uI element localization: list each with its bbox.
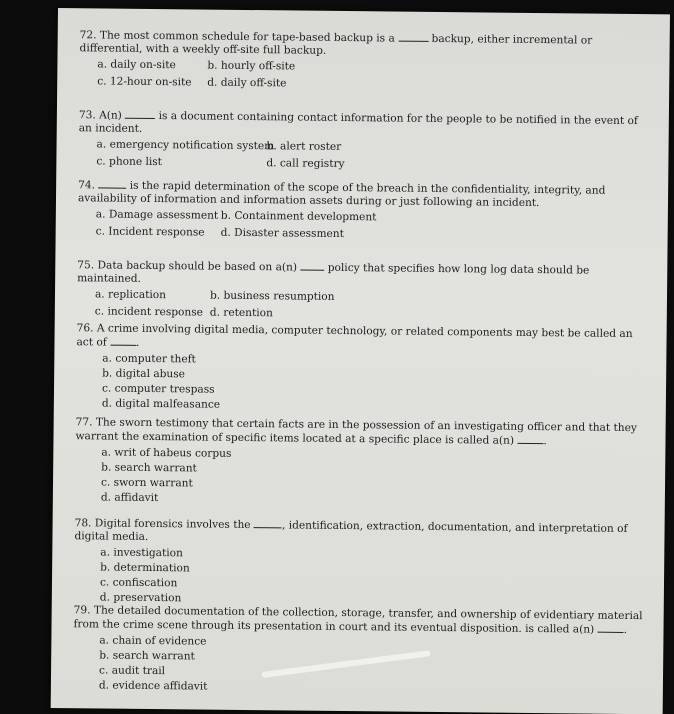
answer-blank [398, 32, 428, 42]
question-78 [74, 516, 645, 611]
question-text [73, 604, 643, 637]
option-c: c. incident response [94, 305, 204, 319]
question-text [76, 322, 646, 355]
option-b: b. search warrant [101, 461, 197, 475]
question-number: 77. [75, 416, 93, 429]
option-d: d. preservation [99, 591, 182, 605]
option-c: c. phone list [96, 155, 163, 169]
options-list [100, 545, 645, 611]
question-number: 78. [74, 517, 92, 530]
options-list [99, 633, 644, 699]
answer-blank [125, 109, 155, 119]
question-text-before: Data backup should be based on a(n) [97, 259, 298, 274]
question-number: 73. [78, 109, 96, 122]
question-text-after: backup, either incremental or differential, with a weekly off-site full backup. [79, 32, 593, 57]
options-grid [95, 287, 647, 325]
question-text [77, 258, 647, 291]
question-73 [78, 108, 649, 175]
option-a: a. Damage assessment [95, 208, 219, 222]
option-c: c. Incident response [95, 225, 205, 239]
option-b: b. hourly off-site [207, 59, 296, 73]
worksheet-page [51, 8, 670, 714]
question-text-before: A crime involving digital media, computer technology, or related components may best be called an act of [76, 322, 633, 349]
question-79 [73, 604, 644, 699]
question-number: 79. [73, 604, 91, 617]
option-d: d. daily off-site [207, 76, 287, 90]
options-list [102, 351, 647, 417]
option-a: a. daily on-site [97, 58, 176, 72]
answer-blank [598, 623, 624, 633]
question-text [80, 28, 650, 61]
question-text-after: policy that specifies how long log data should be maintained. [77, 261, 590, 285]
option-b: b. determination [100, 561, 190, 575]
question-number: 74. [78, 179, 96, 192]
question-77 [75, 416, 646, 511]
question-75 [77, 258, 648, 325]
question-text-after: . [543, 435, 547, 448]
answer-blank [98, 178, 126, 188]
option-b: b. digital abuse [102, 367, 186, 381]
option-c: c. 12-hour on-site [97, 75, 192, 89]
question-text-after: is a document containing contact information for the people to be notified in the event of an incident. [78, 110, 638, 135]
question-text [79, 108, 649, 141]
answer-blank [110, 336, 136, 346]
options-grid [96, 207, 648, 245]
option-d: d. evidence affidavit [98, 679, 208, 693]
option-b: b. Containment development [220, 209, 377, 224]
option-a: a. writ of habeus corpus [101, 446, 232, 460]
option-d: d. affidavit [100, 491, 159, 505]
question-text-before: The sworn testimony that certain facts are in the possession of an investigating officer and that they warrant the examination of specific items located at a specific place is called a(n) [75, 416, 637, 447]
options-grid [97, 57, 649, 95]
question-text [74, 516, 644, 549]
question-text-after: . [623, 623, 628, 636]
question-text [78, 178, 648, 211]
option-b: b. business resumption [209, 289, 335, 303]
question-text-before: The detailed documentation of the collection, storage, transfer, and ownership of evidentiary material from the crime scene through its presentation in court and its eventual disposition. is called a(n) [73, 604, 643, 636]
question-number: 75. [77, 259, 95, 272]
question-text-before: Digital forensics involves the [94, 517, 251, 532]
option-a: a. emergency notification system [96, 138, 275, 153]
question-text [75, 416, 645, 449]
option-a: a. computer theft [102, 352, 196, 366]
question-text-after: is the rapid determination of the scope of the breach in the confidentiality, integrity, and availability of information and information assets during or just following an incident. [77, 179, 606, 210]
option-c: c. computer trespass [101, 382, 215, 396]
question-text-after: , identification, extraction, documentation, and interpretation of digital media. [74, 519, 628, 543]
answer-blank [517, 434, 543, 444]
option-a: a. replication [94, 288, 167, 302]
option-a: a. investigation [100, 546, 183, 560]
options-grid [96, 137, 648, 175]
answer-blank [254, 518, 282, 528]
question-72 [79, 28, 650, 95]
options-list [101, 445, 646, 511]
option-c: c. confiscation [99, 576, 178, 590]
question-text-before: The most common schedule for tape-based backup is a [99, 29, 395, 45]
question-number: 76. [76, 322, 94, 335]
option-c: c. audit trail [99, 664, 166, 678]
question-text-before: A(n) [99, 109, 122, 122]
answer-blank [300, 261, 324, 271]
option-d: d. Disaster assessment [220, 226, 344, 241]
option-b: b. search warrant [99, 649, 195, 663]
option-d: d. digital malfeasance [101, 397, 221, 411]
question-74 [78, 178, 649, 245]
option-b: b. alert roster [266, 140, 342, 153]
question-76 [76, 322, 647, 417]
option-d: d. call registry [266, 157, 345, 171]
question-number: 72. [79, 29, 97, 42]
option-a: a. chain of evidence [99, 634, 207, 648]
option-c: c. sworn warrant [100, 476, 193, 490]
option-d: d. retention [209, 306, 273, 320]
question-text-after: . [135, 336, 140, 349]
